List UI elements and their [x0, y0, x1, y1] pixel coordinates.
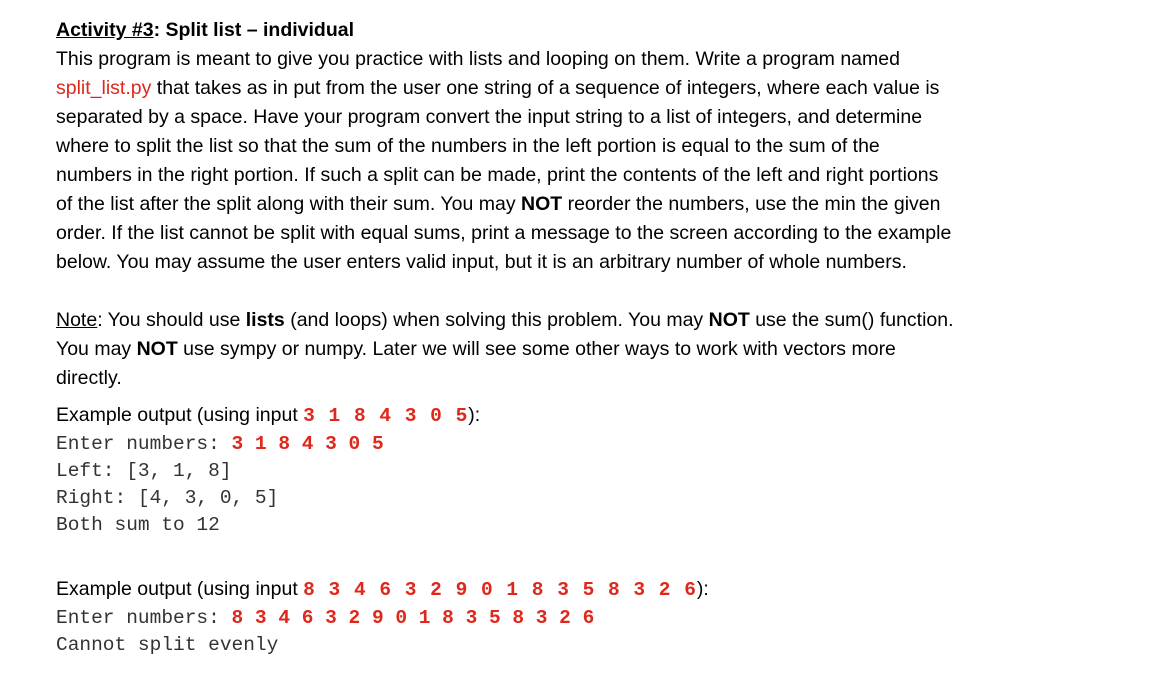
activity-title — [56, 16, 1146, 45]
description-line — [56, 190, 1146, 219]
console-user-input: 3 1 8 4 3 0 5 — [231, 433, 384, 455]
note-text: (and loops) when solving this problem. You may — [284, 309, 709, 331]
note-paragraph — [56, 306, 1146, 393]
description-line — [56, 74, 1146, 103]
console-user-input: 8 3 4 6 3 2 9 0 1 8 3 5 8 3 2 6 — [231, 607, 595, 629]
activity-description — [56, 16, 1146, 431]
note-text: You may — [56, 338, 137, 360]
description-line: numbers in the right portion. If such a split can be made, print the contents of the left and right portions — [56, 164, 939, 186]
activity-title-rest: : Split list – individual — [153, 19, 354, 41]
example-heading-text: ): — [696, 578, 709, 600]
example-input-values: 3 1 8 4 3 0 5 — [303, 405, 469, 427]
example2-console-output — [56, 605, 1146, 659]
emphasis-not: NOT — [521, 193, 563, 215]
spacer — [56, 393, 1146, 401]
description-text: reorder the numbers, use the min the given — [562, 193, 941, 215]
description-line: order. If the list cannot be split with equal sums, print a message to the screen according to the example — [56, 222, 952, 244]
emphasis-not: NOT — [136, 338, 178, 360]
note-line: directly. — [56, 367, 122, 389]
console-prompt: Enter numbers: — [56, 607, 232, 629]
console-prompt: Enter numbers: — [56, 433, 232, 455]
assignment-document — [56, 16, 1146, 659]
console-line: Cannot split evenly — [56, 634, 279, 656]
console-line: Both sum to 12 — [56, 514, 220, 536]
console-line: Right: [4, 3, 0, 5] — [56, 487, 279, 509]
note-line — [56, 335, 1146, 364]
spacer — [56, 539, 1146, 575]
description-line: separated by a space. Have your program convert the input string to a list of integers, and determine — [56, 106, 923, 128]
note-text: use sympy or numpy. Later we will see some other ways to work with vectors more — [177, 338, 896, 360]
console-line — [56, 605, 1146, 632]
example-heading-text: Example output (using input — [56, 404, 304, 426]
example2-heading — [56, 575, 1146, 605]
description-line: below. You may assume the user enters valid input, but it is an arbitrary number of whole numbers. — [56, 251, 907, 273]
activity-title-number: Activity #3 — [56, 19, 154, 41]
console-line — [56, 431, 1146, 458]
note-line — [56, 306, 1146, 335]
example-heading-text: Example output (using input — [56, 578, 304, 600]
description-line: where to split the list so that the sum of the numbers in the left portion is equal to the sum of the — [56, 135, 880, 157]
emphasis-not: NOT — [708, 309, 750, 331]
program-filename: split_list.py — [56, 77, 152, 99]
example1-heading — [56, 401, 1146, 431]
example1-console-output — [56, 431, 1146, 539]
example-input-values: 8 3 4 6 3 2 9 0 1 8 3 5 8 3 2 6 — [303, 579, 697, 601]
example-heading-text: ): — [468, 404, 481, 426]
description-text: of the list after the split along with their sum. You may — [56, 193, 521, 215]
description-line: This program is meant to give you practice with lists and looping on them. Write a program named — [56, 48, 900, 70]
note-text: : You should use — [97, 309, 246, 331]
spacer — [56, 277, 1146, 306]
note-label: Note — [56, 309, 98, 331]
console-line: Left: [3, 1, 8] — [56, 460, 232, 482]
emphasis-lists: lists — [245, 309, 285, 331]
description-text: that takes as in put from the user one string of a sequence of integers, where each value is — [151, 77, 940, 99]
note-text: use the sum() function. — [749, 309, 954, 331]
